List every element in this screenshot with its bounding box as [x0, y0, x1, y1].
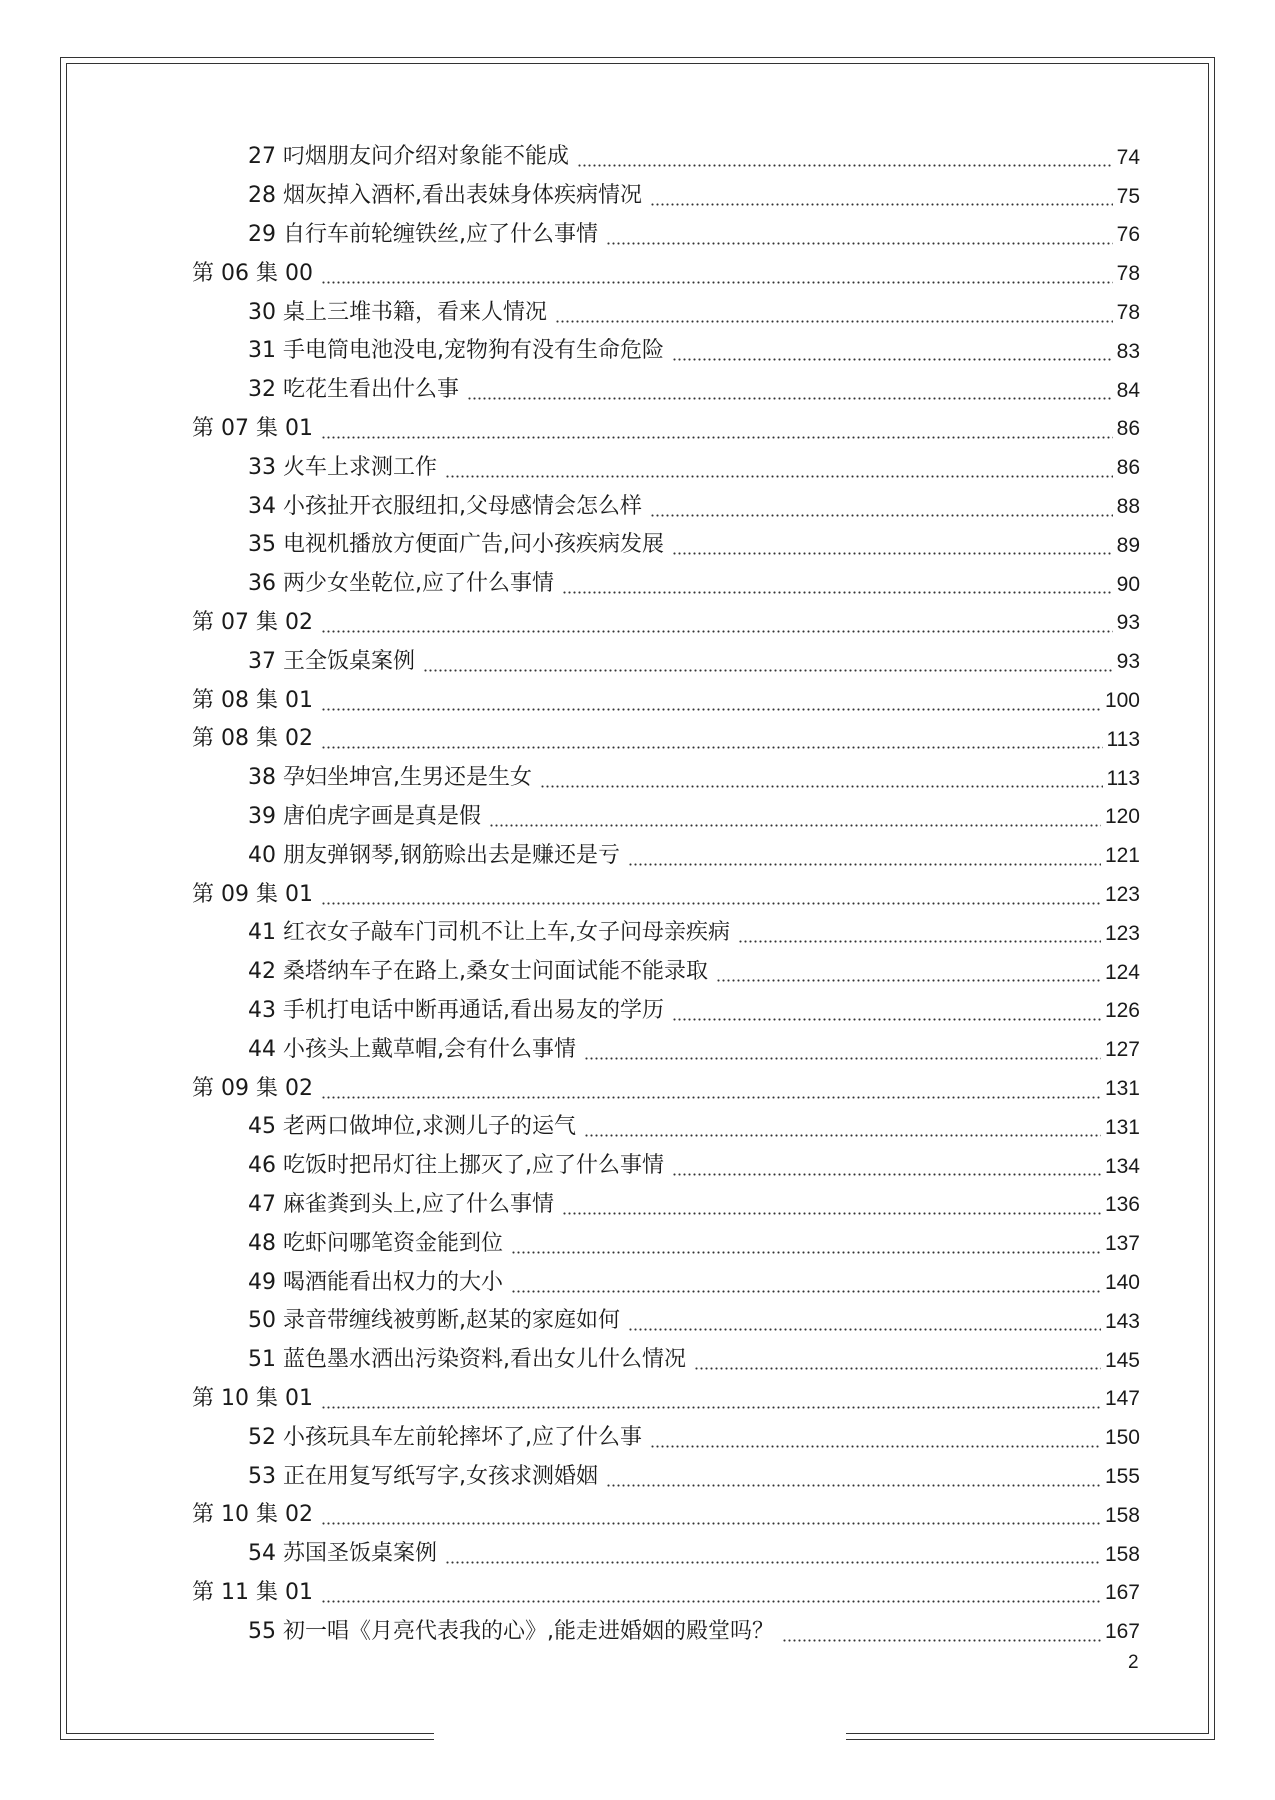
toc-dot-leader	[423, 651, 1113, 673]
toc-entry-title: 33 火车上求测工作	[248, 454, 437, 480]
toc-section-entry[interactable]	[248, 526, 1140, 565]
toc-section-entry[interactable]	[248, 371, 1140, 410]
toc-entry-page: 83	[1116, 339, 1140, 363]
toc-entry-title: 第 09 集 01	[192, 881, 313, 907]
toc-section-entry[interactable]	[248, 216, 1140, 255]
toc-entry-title: 第 08 集 01	[192, 687, 313, 713]
toc-section-entry[interactable]	[248, 1224, 1140, 1263]
toc-dot-leader	[445, 457, 1113, 479]
toc-dot-leader	[321, 690, 1101, 712]
toc-entry-page: 147	[1104, 1387, 1140, 1411]
toc-entry-page: 131	[1104, 1115, 1140, 1139]
toc-dot-leader	[321, 1504, 1101, 1526]
toc-chapter-entry[interactable]	[192, 720, 1140, 759]
toc-entry-page: 86	[1116, 456, 1140, 480]
toc-entry-page: 124	[1104, 960, 1140, 984]
toc-dot-leader	[555, 302, 1113, 324]
toc-entry-page: 89	[1116, 533, 1140, 557]
toc-dot-leader	[716, 961, 1101, 983]
toc-chapter-entry[interactable]	[192, 1496, 1140, 1535]
toc-dot-leader	[321, 728, 1103, 750]
toc-entry-page: 76	[1116, 223, 1140, 247]
toc-entry-title: 37 王全饭桌案例	[248, 648, 415, 674]
toc-entry-title: 第 11 集 01	[192, 1579, 313, 1605]
toc-entry-page: 113	[1106, 766, 1140, 790]
toc-section-entry[interactable]	[248, 487, 1140, 526]
toc-entry-title: 36 两少女坐乾位,应了什么事情	[248, 571, 554, 597]
toc-entry-title: 43 手机打电话中断再通话,看出易友的学历	[248, 997, 664, 1023]
toc-dot-leader	[577, 146, 1113, 168]
toc-dot-leader	[321, 263, 1113, 285]
toc-dot-leader	[321, 418, 1113, 440]
toc-entry-page: 131	[1104, 1077, 1140, 1101]
toc-entry-title: 52 小孩玩具车左前轮摔坏了,应了什么事	[248, 1424, 642, 1450]
toc-entry-page: 136	[1104, 1193, 1140, 1217]
toc-dot-leader	[672, 340, 1113, 362]
toc-section-entry[interactable]	[248, 138, 1140, 177]
toc-dot-leader	[738, 922, 1101, 944]
toc-entry-page: 167	[1104, 1581, 1140, 1605]
toc-section-entry[interactable]	[248, 1108, 1140, 1147]
toc-entry-page: 158	[1104, 1542, 1140, 1566]
toc-section-entry[interactable]	[248, 836, 1140, 875]
toc-entry-page: 84	[1116, 378, 1140, 402]
toc-dot-leader	[562, 1194, 1101, 1216]
toc-section-entry[interactable]	[248, 1302, 1140, 1341]
toc-dot-leader	[321, 1078, 1101, 1100]
toc-section-entry[interactable]	[248, 953, 1140, 992]
toc-dot-leader	[606, 224, 1113, 246]
toc-section-entry[interactable]	[248, 1418, 1140, 1457]
toc-chapter-entry[interactable]	[192, 1574, 1140, 1613]
toc-entry-page: 121	[1104, 844, 1140, 868]
toc-entry-title: 第 10 集 02	[192, 1502, 313, 1528]
toc-dot-leader	[628, 1310, 1101, 1332]
toc-entry-title: 31 手电筒电池没电,宠物狗有没有生命危险	[248, 338, 664, 364]
toc-entry-title: 49 喝酒能看出权力的大小	[248, 1269, 503, 1295]
toc-dot-leader	[628, 845, 1101, 867]
toc-entry-page: 75	[1116, 184, 1140, 208]
toc-chapter-entry[interactable]	[192, 1069, 1140, 1108]
toc-entry-page: 78	[1116, 262, 1140, 286]
toc-section-entry[interactable]	[248, 642, 1140, 681]
toc-entry-title: 29 自行车前轮缠铁丝,应了什么事情	[248, 221, 598, 247]
toc-entry-page: 126	[1104, 999, 1140, 1023]
page-number: 2	[1128, 1652, 1139, 1673]
toc-entry-page: 145	[1104, 1348, 1140, 1372]
toc-chapter-entry[interactable]	[192, 1380, 1140, 1419]
toc-entry-page: 120	[1104, 805, 1140, 829]
toc-dot-leader	[489, 806, 1101, 828]
toc-entry-title: 27 叼烟朋友问介绍对象能不能成	[248, 144, 569, 170]
toc-chapter-entry[interactable]	[192, 681, 1140, 720]
toc-section-entry[interactable]	[248, 1030, 1140, 1069]
toc-entry-page: 100	[1104, 689, 1140, 713]
toc-dot-leader	[782, 1621, 1101, 1643]
toc-entry-page: 93	[1116, 611, 1140, 635]
toc-entry-title: 32 吃花生看出什么事	[248, 377, 459, 403]
toc-section-entry[interactable]	[248, 914, 1140, 953]
toc-entry-page: 88	[1116, 495, 1140, 519]
toc-section-entry[interactable]	[248, 293, 1140, 332]
toc-entry-title: 28 烟灰掉入酒杯,看出表妹身体疾病情况	[248, 183, 642, 209]
toc-chapter-entry[interactable]	[192, 604, 1140, 643]
toc-entry-title: 第 09 集 02	[192, 1075, 313, 1101]
toc-entry-page: 150	[1104, 1426, 1140, 1450]
toc-entry-page: 158	[1104, 1503, 1140, 1527]
toc-entry-title: 35 电视机播放方便面广告,问小孩疾病发展	[248, 532, 664, 558]
toc-section-entry[interactable]	[248, 448, 1140, 487]
toc-dot-leader	[650, 496, 1113, 518]
toc-dot-leader	[584, 1116, 1101, 1138]
toc-section-entry[interactable]	[248, 177, 1140, 216]
toc-entry-title: 53 正在用复写纸写字,女孩求测婚姻	[248, 1463, 598, 1489]
toc-entry-title: 第 07 集 01	[192, 415, 313, 441]
toc-section-entry[interactable]	[248, 565, 1140, 604]
toc-section-entry[interactable]	[248, 1186, 1140, 1225]
toc-dot-leader	[321, 884, 1101, 906]
toc-entry-page: 127	[1104, 1038, 1140, 1062]
toc-dot-leader	[650, 1427, 1101, 1449]
toc-entry-title: 46 吃饭时把吊灯往上挪灭了,应了什么事情	[248, 1153, 664, 1179]
toc-entry-page: 123	[1104, 921, 1140, 945]
toc-entry-title: 44 小孩头上戴草帽,会有什么事情	[248, 1036, 576, 1062]
toc-entry-page: 167	[1104, 1620, 1140, 1644]
toc-dot-leader	[672, 1155, 1101, 1177]
toc-dot-leader	[445, 1543, 1101, 1565]
toc-section-entry[interactable]	[248, 1147, 1140, 1186]
toc-entry-title: 51 蓝色墨水洒出污染资料,看出女儿什么情况	[248, 1347, 686, 1373]
toc-dot-leader	[321, 1582, 1101, 1604]
toc-entry-title: 40 朋友弹钢琴,钢筋赊出去是赚还是亏	[248, 842, 620, 868]
toc-dot-leader	[540, 767, 1103, 789]
toc-section-entry[interactable]	[248, 1535, 1140, 1574]
toc-entry-page: 86	[1116, 417, 1140, 441]
page-border-gap	[434, 1728, 846, 1742]
toc-dot-leader	[562, 573, 1113, 595]
toc-dot-leader	[584, 1039, 1101, 1061]
toc-entry-title: 55 初一唱《月亮代表我的心》,能走进婚姻的殿堂吗？	[248, 1618, 774, 1644]
toc-dot-leader	[672, 534, 1113, 556]
toc-entry-page: 74	[1116, 145, 1140, 169]
toc-entry-title: 48 吃虾问哪笔资金能到位	[248, 1230, 503, 1256]
toc-chapter-entry[interactable]	[192, 875, 1140, 914]
toc-chapter-entry[interactable]	[192, 410, 1140, 449]
toc-entry-title: 38 孕妇坐坤宫,生男还是生女	[248, 765, 532, 791]
toc-dot-leader	[606, 1466, 1101, 1488]
toc-entry-page: 93	[1116, 650, 1140, 674]
toc-entry-title: 34 小孩扯开衣服纽扣,父母感情会怎么样	[248, 493, 642, 519]
toc-dot-leader	[467, 379, 1113, 401]
toc-entry-title: 50 录音带缠线被剪断,赵某的家庭如何	[248, 1308, 620, 1334]
toc-entry-page: 134	[1104, 1154, 1140, 1178]
toc-section-entry[interactable]	[248, 332, 1140, 371]
toc-dot-leader	[694, 1349, 1101, 1371]
toc-entry-title: 第 08 集 02	[192, 726, 313, 752]
toc-section-entry[interactable]	[248, 1341, 1140, 1380]
toc-dot-leader	[511, 1272, 1101, 1294]
toc-section-entry[interactable]	[248, 759, 1140, 798]
toc-section-entry[interactable]	[248, 798, 1140, 837]
toc-chapter-entry[interactable]	[192, 254, 1140, 293]
toc-entry-title: 45 老两口做坤位,求测儿子的运气	[248, 1114, 576, 1140]
toc-entry-page: 123	[1104, 883, 1140, 907]
toc-entry-title: 第 06 集 00	[192, 260, 313, 286]
toc-entry-title: 41 红衣女子敲车门司机不让上车,女子问母亲疾病	[248, 920, 730, 946]
toc-entry-page: 90	[1116, 572, 1140, 596]
toc-entry-page: 155	[1104, 1465, 1140, 1489]
toc-entry-title: 47 麻雀粪到头上,应了什么事情	[248, 1191, 554, 1217]
toc-entry-title: 30 桌上三堆书籍，看来人情况	[248, 299, 547, 325]
toc-dot-leader	[321, 1388, 1101, 1410]
toc-entry-page: 140	[1104, 1271, 1140, 1295]
toc-section-entry[interactable]	[248, 1263, 1140, 1302]
toc-entry-page: 143	[1104, 1309, 1140, 1333]
toc-section-entry[interactable]	[248, 1457, 1140, 1496]
toc-dot-leader	[650, 185, 1113, 207]
toc-section-entry[interactable]	[248, 992, 1140, 1031]
toc-entry-title: 39 唐伯虎字画是真是假	[248, 803, 481, 829]
toc-entry-page: 137	[1104, 1232, 1140, 1256]
toc-entry-title: 54 苏国圣饭桌案例	[248, 1541, 437, 1567]
toc-dot-leader	[672, 1000, 1101, 1022]
toc-dot-leader	[321, 612, 1113, 634]
toc-entry-title: 第 10 集 01	[192, 1385, 313, 1411]
toc-entry-page: 113	[1106, 727, 1140, 751]
toc-entry-title: 42 桑塔纳车子在路上,桑女士问面试能不能录取	[248, 959, 708, 985]
toc-section-entry[interactable]	[248, 1612, 1140, 1651]
toc-entry-page: 78	[1116, 301, 1140, 325]
toc-dot-leader	[511, 1233, 1101, 1255]
toc-entry-title: 第 07 集 02	[192, 609, 313, 635]
